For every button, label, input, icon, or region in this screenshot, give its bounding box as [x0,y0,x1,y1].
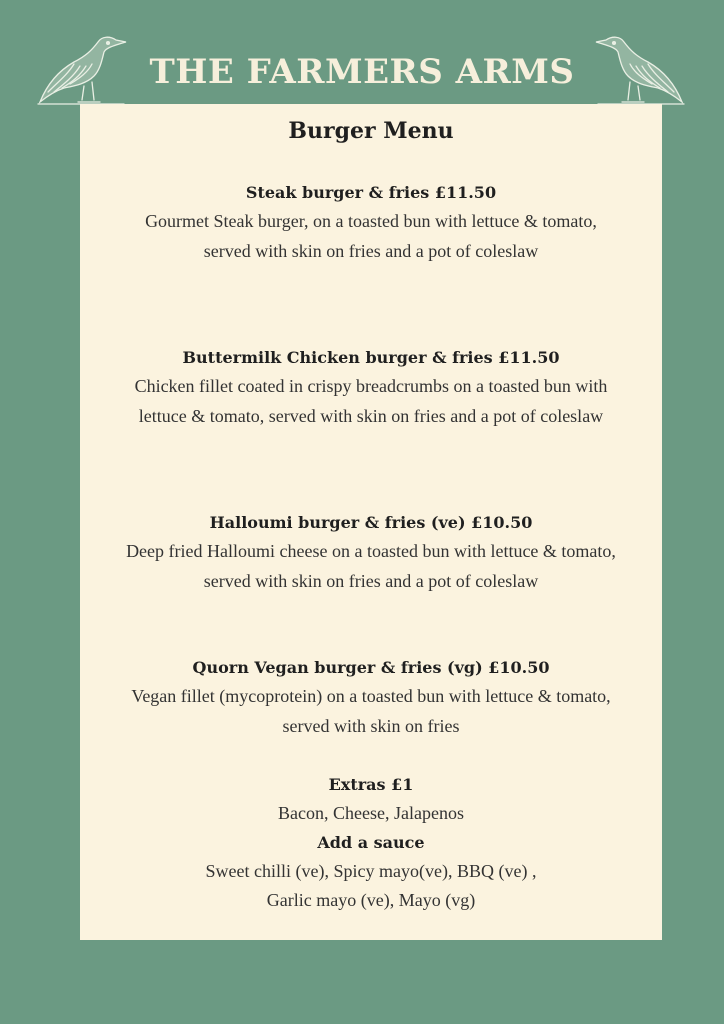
menu-item-quorn [120,653,622,741]
menu-item-heading: Halloumi burger & fries (ve) £10.50 [209,513,533,532]
menu-item-description: Chicken fillet coated in crispy breadcrumbs on a toasted bun with lettuce & tomato, served with skin on fries and a pot of coleslaw [134,376,608,426]
menu-item-chicken [120,343,622,431]
menu-item-description: Vegan fillet (mycoprotein) on a toasted bun with lettuce & tomato, served with skin on fries [131,686,611,736]
sauce-options-line: Garlic mayo (ve), Mayo (vg) [266,890,476,910]
extras-section [120,770,622,915]
menu-item-halloumi [120,508,622,596]
menu-card [80,104,662,940]
menu-item-steak [120,178,622,266]
menu-item-heading: Steak burger & fries £11.50 [245,183,497,202]
menu-item-description: Deep fried Halloumi cheese on a toasted bun with lettuce & tomato, served with skin on fries and a pot of coleslaw [126,541,616,591]
extras-heading: Extras £1 [328,775,414,794]
sauce-heading: Add a sauce [317,833,425,852]
menu-item-heading: Quorn Vegan burger & fries (vg) £10.50 [192,658,550,677]
menu-subtitle: Burger Menu [288,118,454,144]
restaurant-title: THE FARMERS ARMS [149,52,575,92]
menu-item-heading: Buttermilk Chicken burger & fries £11.50 [182,348,560,367]
sauce-options-line: Sweet chilli (ve), Spicy mayo(ve), BBQ (ve) , [205,861,537,881]
extras-options: Bacon, Cheese, Jalapenos [278,803,464,823]
menu-item-description: Gourmet Steak burger, on a toasted bun with lettuce & tomato, served with skin on fries and a pot of coleslaw [145,211,597,261]
